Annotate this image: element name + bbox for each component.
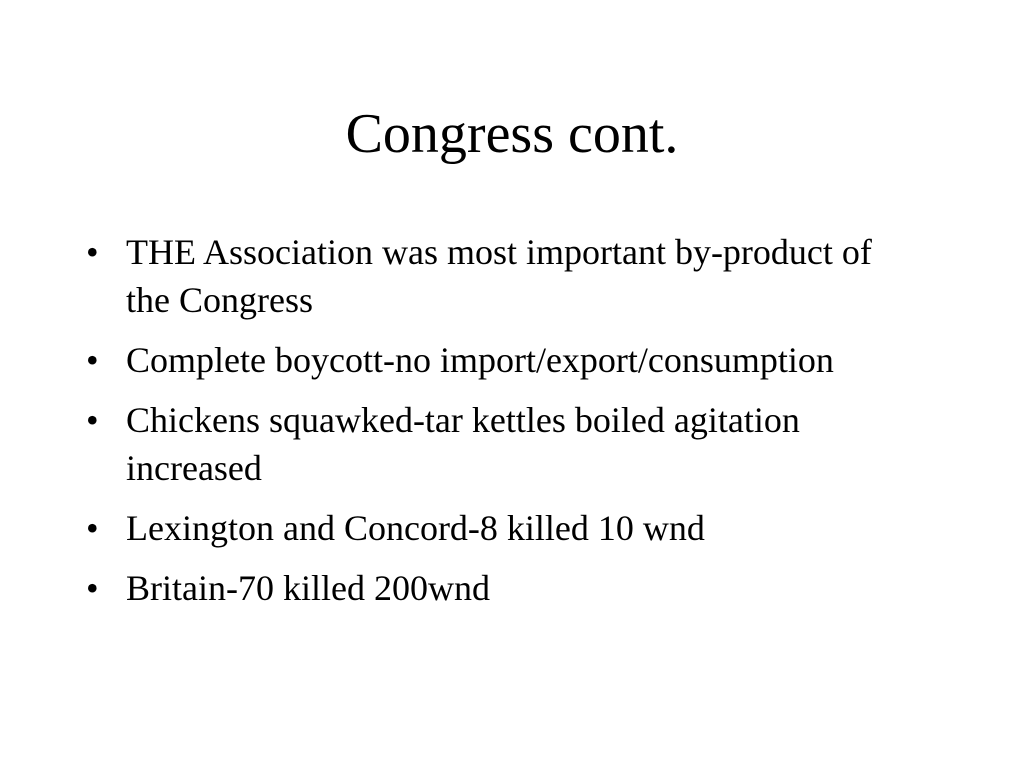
bullet-icon: • bbox=[86, 232, 99, 272]
bullet-text: Britain-70 killed 200wnd bbox=[126, 568, 490, 608]
slide-title: Congress cont. bbox=[345, 103, 679, 165]
bullet-text: Complete boycott-no import/export/consumption bbox=[126, 340, 834, 380]
bullet-icon: • bbox=[86, 340, 99, 380]
bullet-item-chickens bbox=[82, 396, 912, 492]
bullet-text: Chickens squawked-tar kettles boiled agitation increased bbox=[126, 400, 800, 488]
bullet-icon: • bbox=[86, 508, 99, 548]
bullet-icon: • bbox=[86, 400, 99, 440]
bullet-list bbox=[82, 228, 912, 624]
bullet-item-boycott bbox=[82, 336, 912, 384]
bullet-item-britain bbox=[82, 564, 912, 612]
bullet-item-lexington bbox=[82, 504, 912, 552]
bullet-item-association bbox=[82, 228, 912, 324]
bullet-text: THE Association was most important by-product of the Congress bbox=[126, 232, 872, 320]
bullet-text: Lexington and Concord-8 killed 10 wnd bbox=[126, 508, 705, 548]
bullet-icon: • bbox=[86, 568, 99, 608]
